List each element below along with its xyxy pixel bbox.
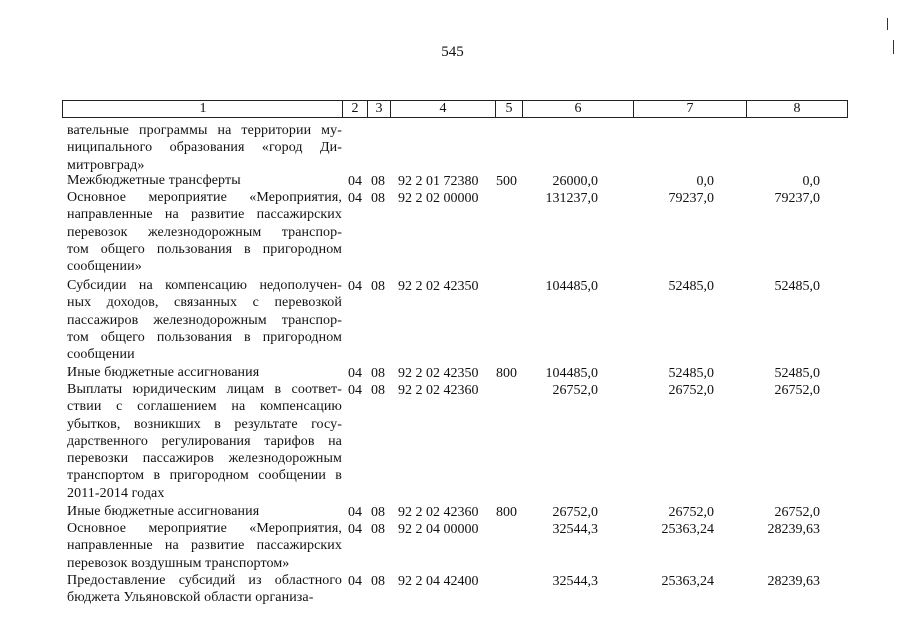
description-line: перевозки пассажиров железнодорожным (67, 451, 342, 467)
cell-target-code: 92 2 01 72380 (398, 174, 479, 189)
description-line: транспортом в пригородном сообщении в (67, 468, 342, 484)
description-line: вательные программы на территории му- (67, 123, 342, 138)
row-description (67, 572, 342, 607)
description-line: Иные бюджетные ассигнования (67, 365, 260, 380)
cell-section: 04 (348, 505, 362, 520)
header-col-6: 6 (522, 100, 634, 118)
header-col-7: 7 (633, 100, 747, 118)
row-description (67, 364, 342, 381)
cell-section: 04 (348, 279, 362, 294)
cell-target-code: 92 2 02 00000 (398, 191, 479, 206)
scan-mark (893, 40, 894, 54)
description-line: перевозок железнодорожным транспор- (67, 224, 342, 240)
cell-subsection: 08 (371, 505, 385, 520)
header-col-8: 8 (746, 100, 848, 118)
row-description (67, 381, 342, 502)
cell-target-code: 92 2 02 42360 (398, 383, 479, 398)
cell-col6-amount: 26752,0 (552, 383, 598, 398)
description-line: том общего пользования в пригородном (67, 241, 342, 257)
description-line: пассажиров железнодорожным транспор- (67, 312, 342, 328)
description-line: сообщении (67, 347, 135, 363)
cell-subsection: 08 (371, 174, 385, 189)
cell-col8-amount: 28239,63 (767, 574, 820, 589)
cell-col8-amount: 28239,63 (767, 522, 820, 537)
cell-col7-amount: 0,0 (696, 174, 714, 189)
description-line: ных доходов, связанных с перевозкой (67, 295, 342, 311)
description-line: бюджета Ульяновской области организа- (67, 590, 314, 606)
description-line: перевозок воздушным транспортом» (67, 555, 290, 571)
description-line: Основное мероприятие «Мероприятия, (67, 521, 342, 536)
cell-col6-amount: 104485,0 (545, 279, 598, 294)
cell-subsection: 08 (371, 366, 385, 381)
description-line: Предоставление субсидий из областного (67, 573, 342, 588)
description-line: Иные бюджетные ассигнования (67, 504, 260, 519)
cell-col6-amount: 32544,3 (552, 522, 598, 537)
cell-expense-type: 500 (496, 174, 517, 189)
cell-col7-amount: 79237,0 (668, 191, 714, 206)
description-line: Межбюджетные трансферты (67, 173, 241, 188)
header-col-2: 2 (342, 100, 368, 118)
cell-col6-amount: 104485,0 (545, 366, 598, 381)
cell-target-code: 92 2 02 42350 (398, 279, 479, 294)
cell-section: 04 (348, 522, 362, 537)
cell-col7-amount: 26752,0 (668, 383, 714, 398)
cell-col8-amount: 26752,0 (774, 505, 820, 520)
cell-col6-amount: 26752,0 (552, 505, 598, 520)
description-line: ниципального образования «город Ди- (67, 140, 342, 156)
description-line: направленные на развитие пассажирских (67, 538, 342, 554)
header-col-4: 4 (390, 100, 496, 118)
cell-section: 04 (348, 174, 362, 189)
description-line: направленные на развитие пассажирских (67, 207, 342, 223)
description-line: сообщении» (67, 259, 142, 275)
row-description (67, 122, 342, 174)
cell-expense-type: 800 (496, 505, 517, 520)
cell-col7-amount: 25363,24 (661, 574, 714, 589)
page-number: 545 (441, 44, 464, 60)
header-col-1: 1 (62, 100, 343, 118)
row-description (67, 277, 342, 363)
header-col-5: 5 (495, 100, 523, 118)
description-line: 2011-2014 годах (67, 485, 165, 501)
row-description (67, 172, 342, 189)
description-line: Субсидии на компенсацию недополучен- (67, 278, 342, 293)
description-line: том общего пользования в пригородном (67, 329, 342, 345)
cell-col8-amount: 0,0 (802, 174, 820, 189)
cell-col7-amount: 52485,0 (668, 279, 714, 294)
cell-subsection: 08 (371, 279, 385, 294)
row-description (67, 503, 342, 520)
cell-section: 04 (348, 383, 362, 398)
description-line: Выплаты юридическим лицам в соответ- (67, 382, 342, 397)
cell-subsection: 08 (371, 574, 385, 589)
cell-section: 04 (348, 574, 362, 589)
scan-mark (887, 18, 888, 30)
cell-subsection: 08 (371, 522, 385, 537)
cell-target-code: 92 2 04 00000 (398, 522, 479, 537)
description-line: убытков, возникших в результате госу- (67, 416, 342, 432)
description-line: митровград» (67, 157, 145, 173)
cell-target-code: 92 2 02 42350 (398, 366, 479, 381)
cell-col7-amount: 26752,0 (668, 505, 714, 520)
row-description (67, 520, 342, 572)
row-description (67, 189, 342, 275)
cell-col6-amount: 131237,0 (545, 191, 598, 206)
cell-section: 04 (348, 191, 362, 206)
cell-col6-amount: 32544,3 (552, 574, 598, 589)
cell-col7-amount: 25363,24 (661, 522, 714, 537)
cell-target-code: 92 2 02 42360 (398, 505, 479, 520)
cell-col6-amount: 26000,0 (552, 174, 598, 189)
cell-section: 04 (348, 366, 362, 381)
cell-col7-amount: 52485,0 (668, 366, 714, 381)
cell-col8-amount: 52485,0 (774, 279, 820, 294)
description-line: дарственного регулирования тарифов на (67, 433, 342, 449)
cell-target-code: 92 2 04 42400 (398, 574, 479, 589)
cell-subsection: 08 (371, 191, 385, 206)
cell-col8-amount: 26752,0 (774, 383, 820, 398)
cell-col8-amount: 52485,0 (774, 366, 820, 381)
cell-subsection: 08 (371, 383, 385, 398)
header-col-3: 3 (367, 100, 391, 118)
description-line: ствии с соглашением на компенсацию (67, 399, 342, 415)
description-line: Основное мероприятие «Мероприятия, (67, 190, 342, 205)
cell-col8-amount: 79237,0 (774, 191, 820, 206)
cell-expense-type: 800 (496, 366, 517, 381)
